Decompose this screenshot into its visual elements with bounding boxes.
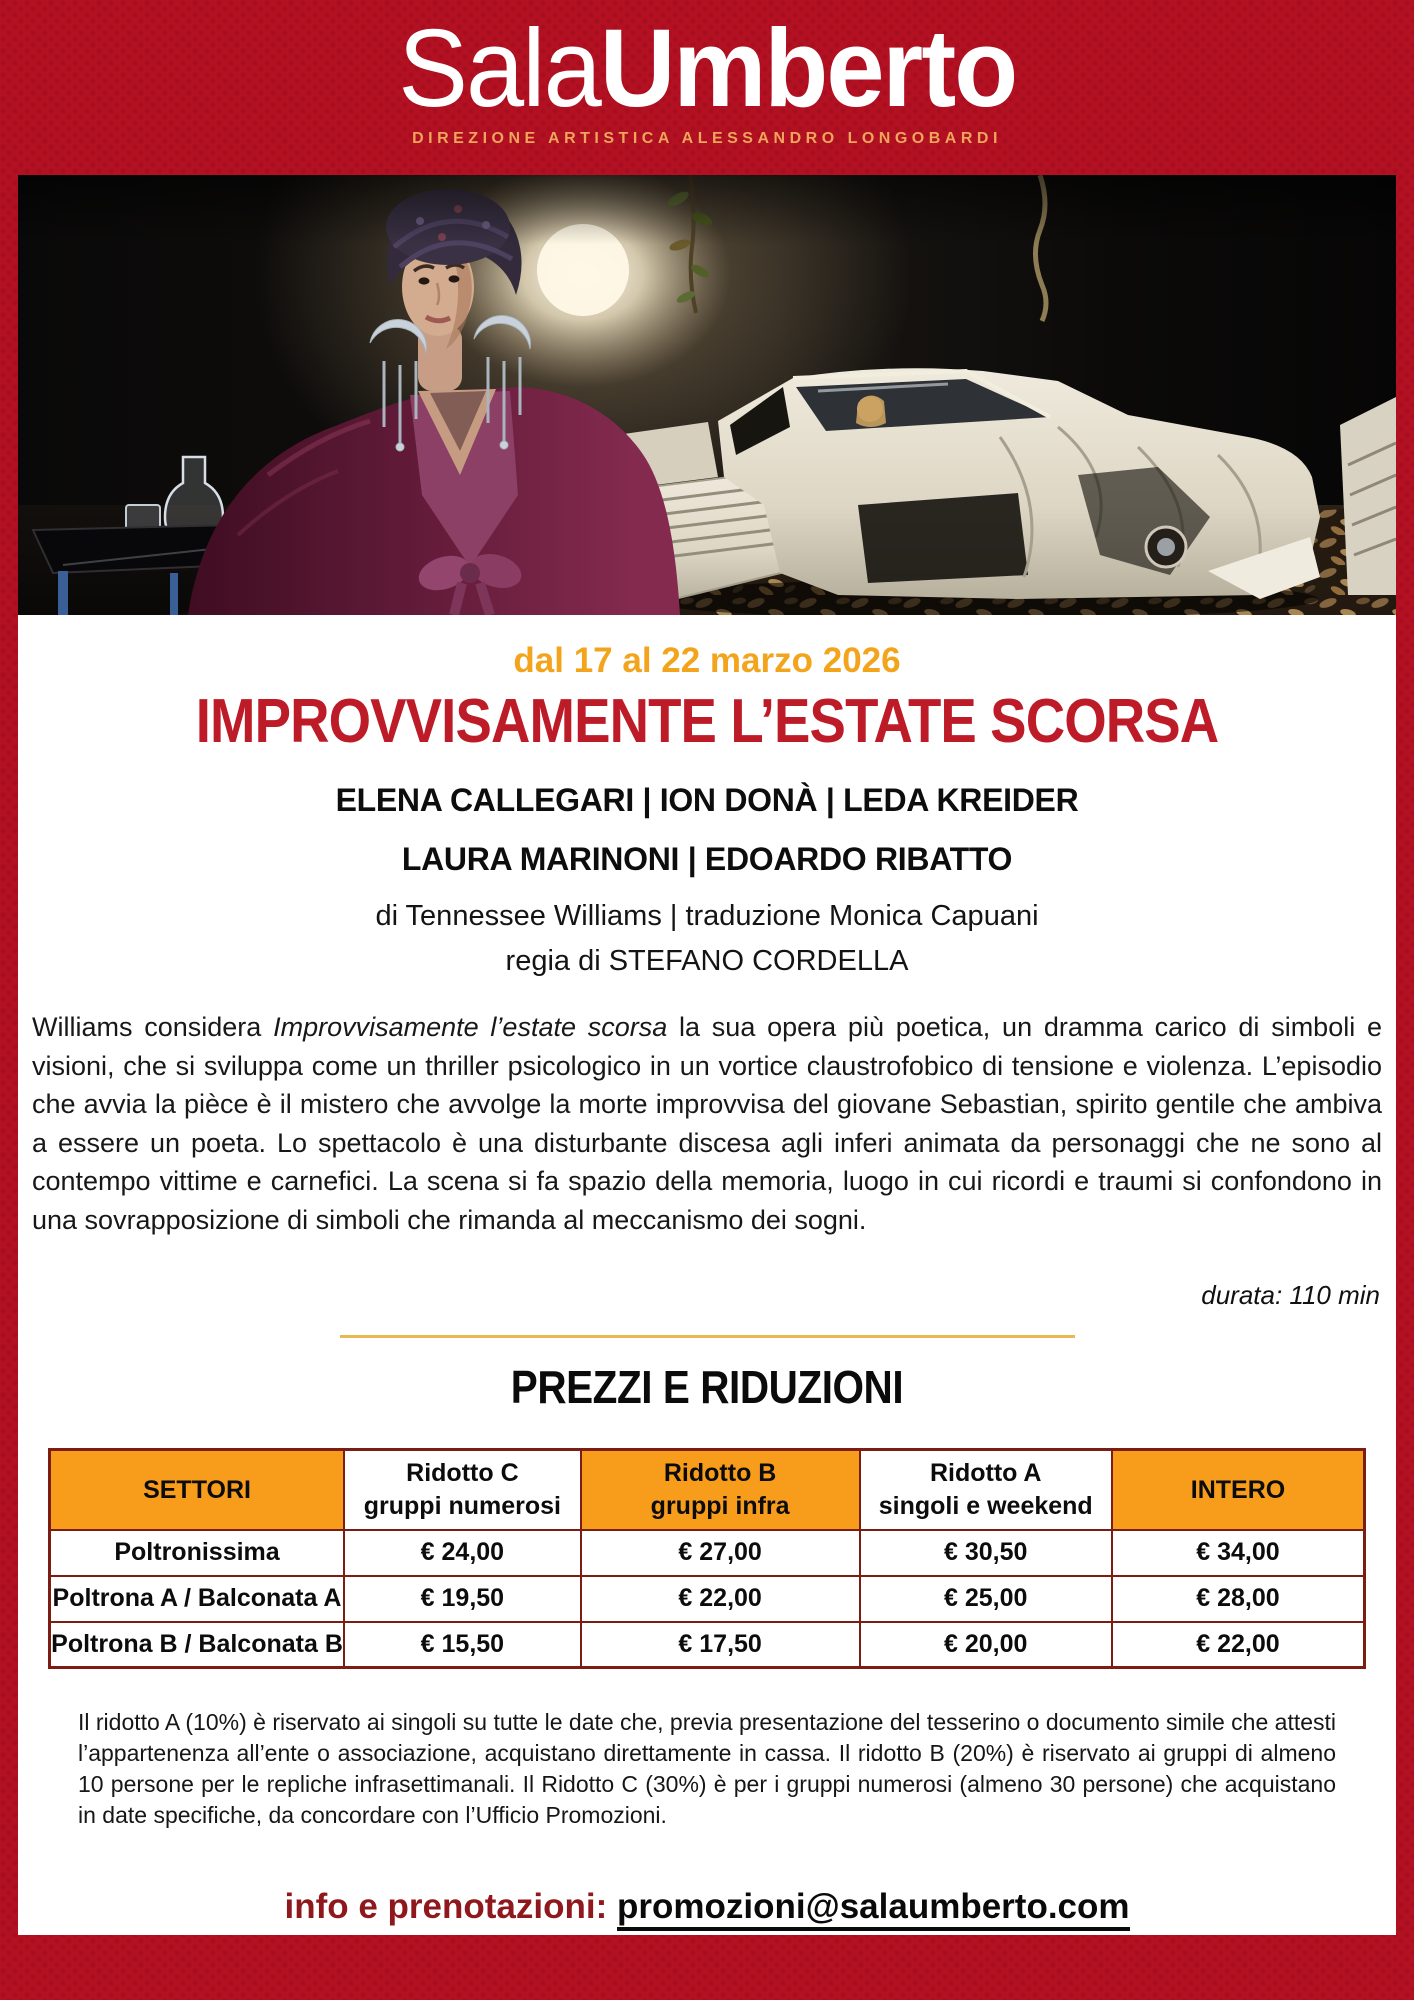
director-line: regia di STEFANO CORDELLA [505,945,909,978]
price-cell: € 34,00 [1112,1530,1365,1576]
cast-line-1: ELENA CALLEGARI | ION DONÀ | LEDA KREIDER [335,782,1079,819]
artistic-direction-subtitle: DIREZIONE ARTISTICA ALESSANDRO LONGOBARDI [412,130,1002,147]
pricing-heading: PREZZI E RIDUZIONI [510,1361,904,1414]
gold-divider [340,1335,1075,1338]
contact-line [18,1887,1396,1927]
author-line: di Tennessee Williams | traduzione Monica Capuani [375,900,1039,933]
price-cell: € 19,50 [344,1576,581,1622]
price-table [48,1448,1366,1669]
price-cell: € 30,50 [860,1530,1112,1576]
price-cell: € 24,00 [344,1530,581,1576]
sector-cell: Poltrona A / Balconata A [50,1576,345,1622]
show-title: IMPROVVISAMENTE L’ESTATE SCORSA [195,687,1219,756]
col-header-settori: SETTORI [50,1450,345,1530]
col-header-ridotto-c: Ridotto C gruppi numerosi [344,1450,581,1530]
col-header-intero: INTERO [1112,1450,1365,1530]
price-cell: € 28,00 [1112,1576,1365,1622]
sector-cell: Poltronissima [50,1530,345,1576]
discount-note: Il ridotto A (10%) è riservato ai singoli su tutte le date che, previa presentazione del tesserino o documento simile che attesti l’appartenenza all’ente o associazione, acquistano direttamente in cassa. Il ridotto B (20%) è riservato ai gruppi di almeno 10 persone per le repliche infrasettimanali. Il Ridotto C (30%) è per i gruppi numerosi (almeno 30 persone) che acquistano in date specifiche, da concordare con l’Ufficio Promozioni. [78,1709,1336,1829]
price-cell: € 25,00 [860,1576,1112,1622]
price-cell: € 17,50 [581,1622,860,1668]
show-photo [18,175,1396,615]
show-duration: durata: 110 min [1201,1280,1380,1311]
show-description: Williams considera Improvvisamente l’estate scorsa la sua opera più poetica, un dramma carico di simboli e visioni, che si sviluppa come un thriller psicologico in un vortice claustrofobico di tensione e violenza. L’episodio che avvia la pièce è il mistero che avvolge la morte improvvisa del giovane Sebastian, spirito gentile che ambiva a essere un poeta. Lo spettacolo è una disturbante discesa agli inferi animata da personaggi che ne sono al contempo vittime e carnefici. La scena si fa spazio della memoria, luogo in cui ricordi e traumi si confondono in una sovrapposizione di simboli che rimanda al meccanismo dei sogni. [32,1012,1382,1235]
contact-email-link[interactable]: promozioni@salaumberto.com [617,1887,1130,1931]
stage-scene-illustration [18,175,1396,615]
price-cell: € 27,00 [581,1530,860,1576]
contact-label: info e prenotazioni: [284,1887,608,1927]
price-row-poltronissima [50,1530,1365,1576]
show-dates: dal 17 al 22 marzo 2026 [513,641,901,680]
cast-line-2: LAURA MARINONI | EDOARDO RIBATTO [401,841,1013,878]
price-row-poltrona-b [50,1622,1365,1668]
price-cell: € 20,00 [860,1622,1112,1668]
flyer-body [18,615,1396,1935]
logo-umberto: Umberto [599,7,1016,130]
driver-figure [856,395,886,427]
col-header-ridotto-b: Ridotto B gruppi infra [581,1450,860,1530]
price-cell: € 22,00 [581,1576,860,1622]
logo-sala: Sala [398,7,600,130]
masthead [0,0,1414,175]
theater-logo [398,7,1016,130]
price-cell: € 22,00 [1112,1622,1365,1668]
broken-wall-debris [1340,397,1396,595]
price-row-poltrona-a [50,1576,1365,1622]
sector-cell: Poltrona B / Balconata B [50,1622,345,1668]
col-header-ridotto-a: Ridotto A singoli e weekend [860,1450,1112,1530]
price-cell: € 15,50 [344,1622,581,1668]
price-table-header-row [50,1450,1365,1530]
